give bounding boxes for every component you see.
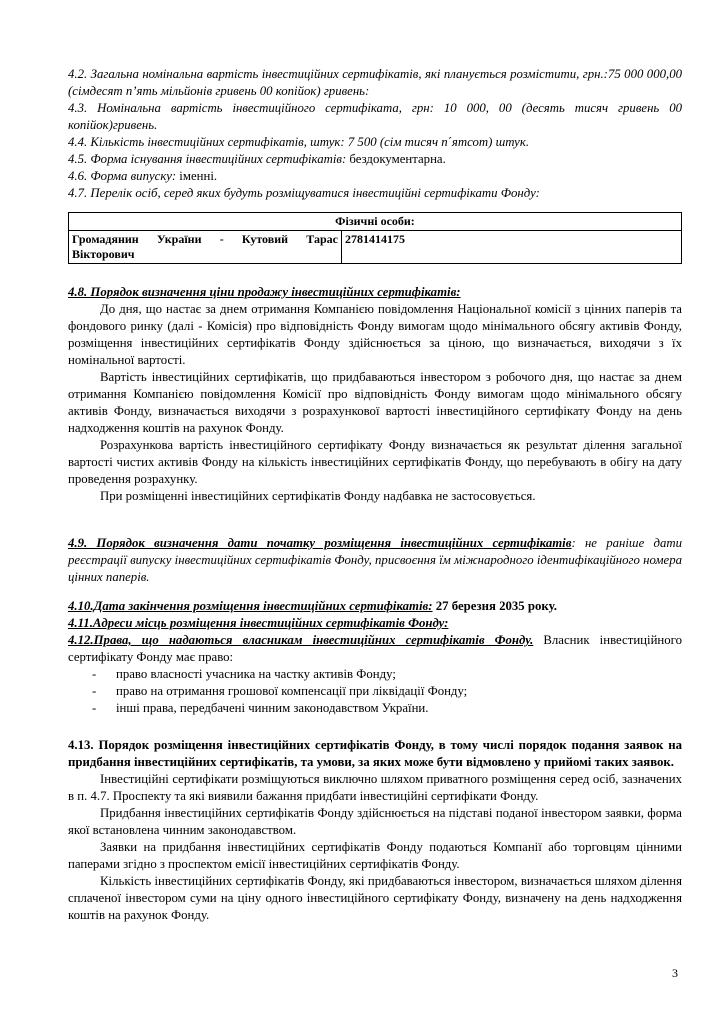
- section-4-12-text: Власник інвестиційного сертифікату Фонду має право:: [68, 633, 682, 664]
- person-code-cell: 2781414175: [342, 231, 682, 264]
- section-4-8-paragraph-3: Розрахункова вартість інвестиційного сертифікату Фонду визначається як результат ділення загальної вартості чистих активів Фонду на кількість інвестиційних сертифікатів Фонду, що перебувають в обігу на дату проведення розрахунку.: [68, 438, 682, 486]
- section-4-6-value: іменні.: [176, 169, 218, 183]
- table-row: [69, 231, 682, 264]
- section-4-10-value: 27 березня 2035 року.: [432, 599, 557, 613]
- section-4-10-title: 4.10.Дата закінчення розміщення інвестиційних сертифікатів:: [68, 599, 433, 613]
- section-4-6: [68, 168, 682, 185]
- section-4-8-paragraph-2: Вартість інвестиційних сертифікатів, що придбаваються інвестором з робочого дня, що настає за днем отримання Компанією повідомлення Комісії про відповідність Фонду вимогам щодо мінімального обсягу активів Фонду, визначається виходячи з розрахункової вартості інвестиційного сертифікату Фонду на день надходження коштів на рахунок Фонду.: [68, 370, 682, 435]
- list-item: - право на отримання грошової компенсації при ліквідації Фонду;: [92, 684, 468, 698]
- document-page: [68, 66, 682, 924]
- section-4-5-label: 4.5. Форма існування інвестиційних сертифікатів:: [68, 152, 347, 166]
- persons-table: [68, 212, 682, 264]
- section-4-4: 4.4. Кількість інвестиційних сертифікатів, штук: 7 500 (сім тисяч п΄ятсот) штук.: [68, 135, 530, 149]
- section-4-13-paragraph-3: Заявки на придбання інвестиційних сертифікатів Фонду подаються Компанії або торговцям цінними паперами згідно з проспектом емісії інвестиційних сертифікатів Фонду.: [68, 840, 682, 871]
- rights-list: [68, 666, 682, 717]
- rights-item-text: інші права, передбачені чинним законодавством України.: [116, 701, 429, 715]
- rights-item-text: право власності учасника на частку активів Фонду;: [116, 667, 396, 681]
- section-4-13-paragraph-4: Кількість інвестиційних сертифікатів Фонду, які придбаваються інвестором, визначається шляхом ділення сплаченої інвестором суми на ціну одного інвестиційного сертифікату Фонду, визначену на день надходження коштів на рахунок Фонду.: [68, 874, 682, 922]
- section-4-9-title: 4.9. Порядок визначення дати початку розміщення інвестиційних сертифікатів: [68, 536, 572, 550]
- section-4-6-label: 4.6. Форма випуску:: [68, 169, 177, 183]
- person-name-cell: Громадянин України - Кутовий Тарас Вікторович: [69, 231, 342, 264]
- list-item: - право власності учасника на частку активів Фонду;: [92, 667, 396, 681]
- section-4-13-paragraph-2: Придбання інвестиційних сертифікатів Фонду здійснюється на підставі поданої інвестором заявки, форма якої встановлена чинним законодавством.: [68, 806, 682, 837]
- section-4-11-title: 4.11.Адреси місць розміщення інвестиційних сертифікатів Фонду:: [68, 616, 449, 630]
- section-4-7: 4.7. Перелік осіб, серед яких будуть розміщуватися інвестиційні сертифікати Фонду:: [68, 186, 540, 200]
- list-item: - інші права, передбачені чинним законодавством України.: [92, 701, 429, 715]
- rights-item-text: право на отримання грошової компенсації при ліквідації Фонду;: [116, 684, 468, 698]
- section-4-13-paragraph-1: Інвестиційні сертифікати розміщуються виключно шляхом приватного розміщення серед осіб, зазначених в п. 4.7. Проспекту та які виявили бажання придбати інвестиційні сертифікати Фонду.: [68, 772, 682, 803]
- section-4-5-value: бездокументарна.: [346, 152, 446, 166]
- section-4-8-paragraph-4: При розміщенні інвестиційних сертифікатів Фонду надбавка не застосовується.: [100, 489, 536, 503]
- table-header: Фізичні особи:: [69, 213, 682, 231]
- section-4-12-title: 4.12.Права, що надаються власникам інвестиційних сертифікатів Фонду.: [68, 633, 534, 647]
- section-4-2: 4.2. Загальна номінальна вартість інвестиційних сертифікатів, які планується розмістити, грн.:75 000 000,00 (сімдесят п’ять мільйонів гривень 00 копійок) гривень:: [68, 67, 682, 98]
- section-4-9: [68, 535, 682, 586]
- section-4-3: 4.3. Номінальна вартість інвестиційного сертифіката, грн: 10 000, 00 (десять тисяч гривень 00 копійок)гривень.: [68, 101, 682, 132]
- page-number: 3: [672, 966, 678, 980]
- section-4-10: [68, 598, 682, 615]
- section-4-9-text: : не раніше дати реєстрації випуску інвестиційних сертифікатів Фонду, присвоєння їм міжнародного ідентифікаційного номера цінних паперів.: [68, 536, 682, 584]
- section-4-5: [68, 151, 682, 168]
- section-4-13-title: 4.13. Порядок розміщення інвестиційних сертифікатів Фонду, в тому числі порядок подання заявок на придбання інвестиційних сертифікатів, та умови, за яких може бути відмовлено у прийомі таких заявок.: [68, 738, 682, 769]
- section-4-8-paragraph-1: До дня, що настає за днем отримання Компанією повідомлення Національної комісії з цінних паперів та фондового ринку (далі - Комісія) про відповідність Фонду вимогам щодо мінімального обсягу активів Фонду, розміщення інвестиційних сертифікатів Фонду здійснюється за ціною, що визначається, виходячи з їх номінальної вартості.: [68, 302, 682, 367]
- section-4-8-title: 4.8. Порядок визначення ціни продажу інвестиційних сертифікатів:: [68, 285, 461, 299]
- section-4-12: [68, 632, 682, 666]
- table-header-row: [69, 213, 682, 231]
